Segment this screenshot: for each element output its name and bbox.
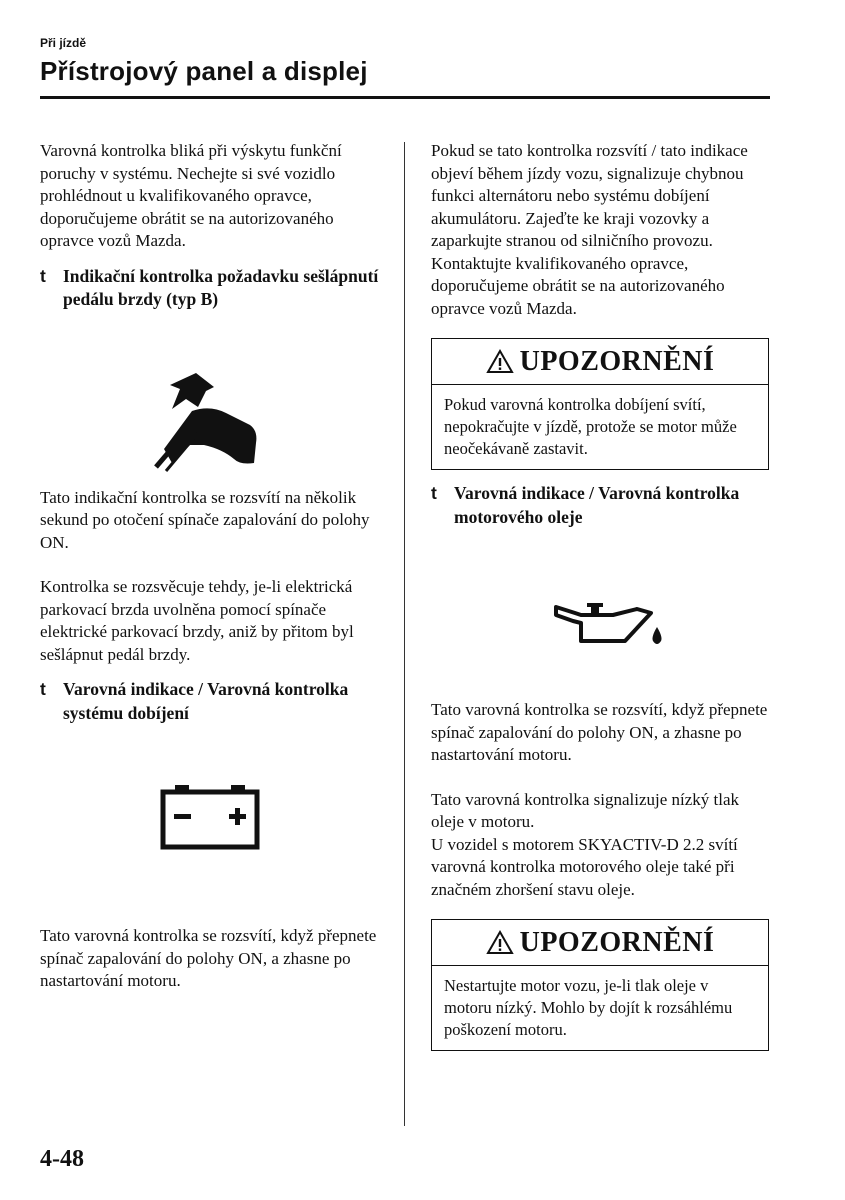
section-heading (431, 482, 771, 529)
paragraph: Tato varovná kontrolka se rozsvítí, když přepnete spínač zapalování do polohy ON, a zhasne po nastartování motoru. (40, 926, 377, 990)
section-label: Při jízdě (40, 36, 87, 50)
paragraph: Tato varovná kontrolka signalizuje nízký tlak oleje v motoru. (431, 789, 740, 831)
warning-title: UPOZORNĚNÍ (519, 926, 715, 958)
section-heading (40, 678, 380, 725)
brake-pedal-icon (152, 367, 272, 477)
section-heading-text: Indikační kontrolka požadavku sešlápnutí pedálu brzdy (typ B) (63, 265, 379, 309)
warning-body: Pokud varovná kontrolka dobíjení svítí, nepokračujte v jízdě, protože se motor může neočekávaně zastavit. (444, 395, 737, 458)
left-column (40, 140, 380, 1015)
oil-can-icon (553, 601, 663, 651)
section-heading-text: Varovná indikace / Varovná kontrolka motorového oleje (454, 483, 740, 527)
right-column (431, 140, 771, 1051)
paragraph: U vozidel s motorem SKYACTIV-D 2.2 svítí varovná kontrolka motorového oleje také při značném zhoršení stavu oleje. (431, 834, 738, 899)
paragraph: Varovná kontrolka bliká při výskytu funkční poruchy v systému. Nechejte si své vozidlo prohlédnout u kvalifikovaného opravce, doporučujeme obrátit se na autorizovaného opravce vozů Mazda. (40, 141, 342, 250)
oil-indicator-figure (431, 529, 771, 699)
warning-box (431, 338, 769, 470)
battery-icon (160, 785, 260, 851)
paragraph: Pokud se tato kontrolka rozsvítí / tato indikace objeví během jízdy vozu, signalizuje chybnou funkci alternátoru nebo systému dobíjení akumulátoru. Zajeďte ke kraji vozovky a zaparkujte stranou od silničního provozu. Kontaktujte kvalifikovaného opravce, doporučujeme obrátit se na autorizovaného opravce vozů Mazda. (431, 141, 748, 318)
paragraph: Tato varovná kontrolka se rozsvítí, když přepnete spínač zapalování do polohy ON, a zhasne po nastartování motoru. (431, 700, 768, 764)
bullet-mark: t (40, 265, 46, 286)
section-heading (40, 265, 380, 312)
bullet-mark: t (40, 679, 46, 699)
charging-indicator-figure (40, 725, 380, 925)
brake-indicator-figure (40, 312, 380, 487)
header-rule (40, 96, 770, 99)
warning-title: UPOZORNĚNÍ (519, 345, 715, 377)
page-number: 4-48 (40, 1146, 84, 1172)
warning-body: Nestartujte motor vozu, je-li tlak oleje v motoru nízký. Mohlo by dojít k rozsáhlému poškození motoru. (444, 976, 733, 1039)
section-heading-text: Varovná indikace / Varovná kontrolka systému dobíjení (63, 679, 349, 723)
paragraph: Tato indikační kontrolka se rozsvítí na několik sekund po otočení spínače zapalování do polohy ON. (40, 487, 370, 552)
bullet-mark: t (431, 483, 437, 503)
paragraph: Kontrolka se rozsvěcuje tehdy, je-li elektrická parkovací brzda uvolněna pomocí spínače elektrické parkovací brzdy, aniž by přitom byl sešlápnut pedál brzdy. (40, 577, 354, 664)
column-divider (404, 142, 405, 1126)
warning-header (432, 339, 768, 385)
warning-box (431, 919, 769, 1051)
warning-triangle-icon (486, 930, 514, 955)
warning-header (432, 920, 768, 966)
page-title: Přístrojový panel a displej (40, 56, 368, 86)
warning-triangle-icon (486, 349, 514, 374)
